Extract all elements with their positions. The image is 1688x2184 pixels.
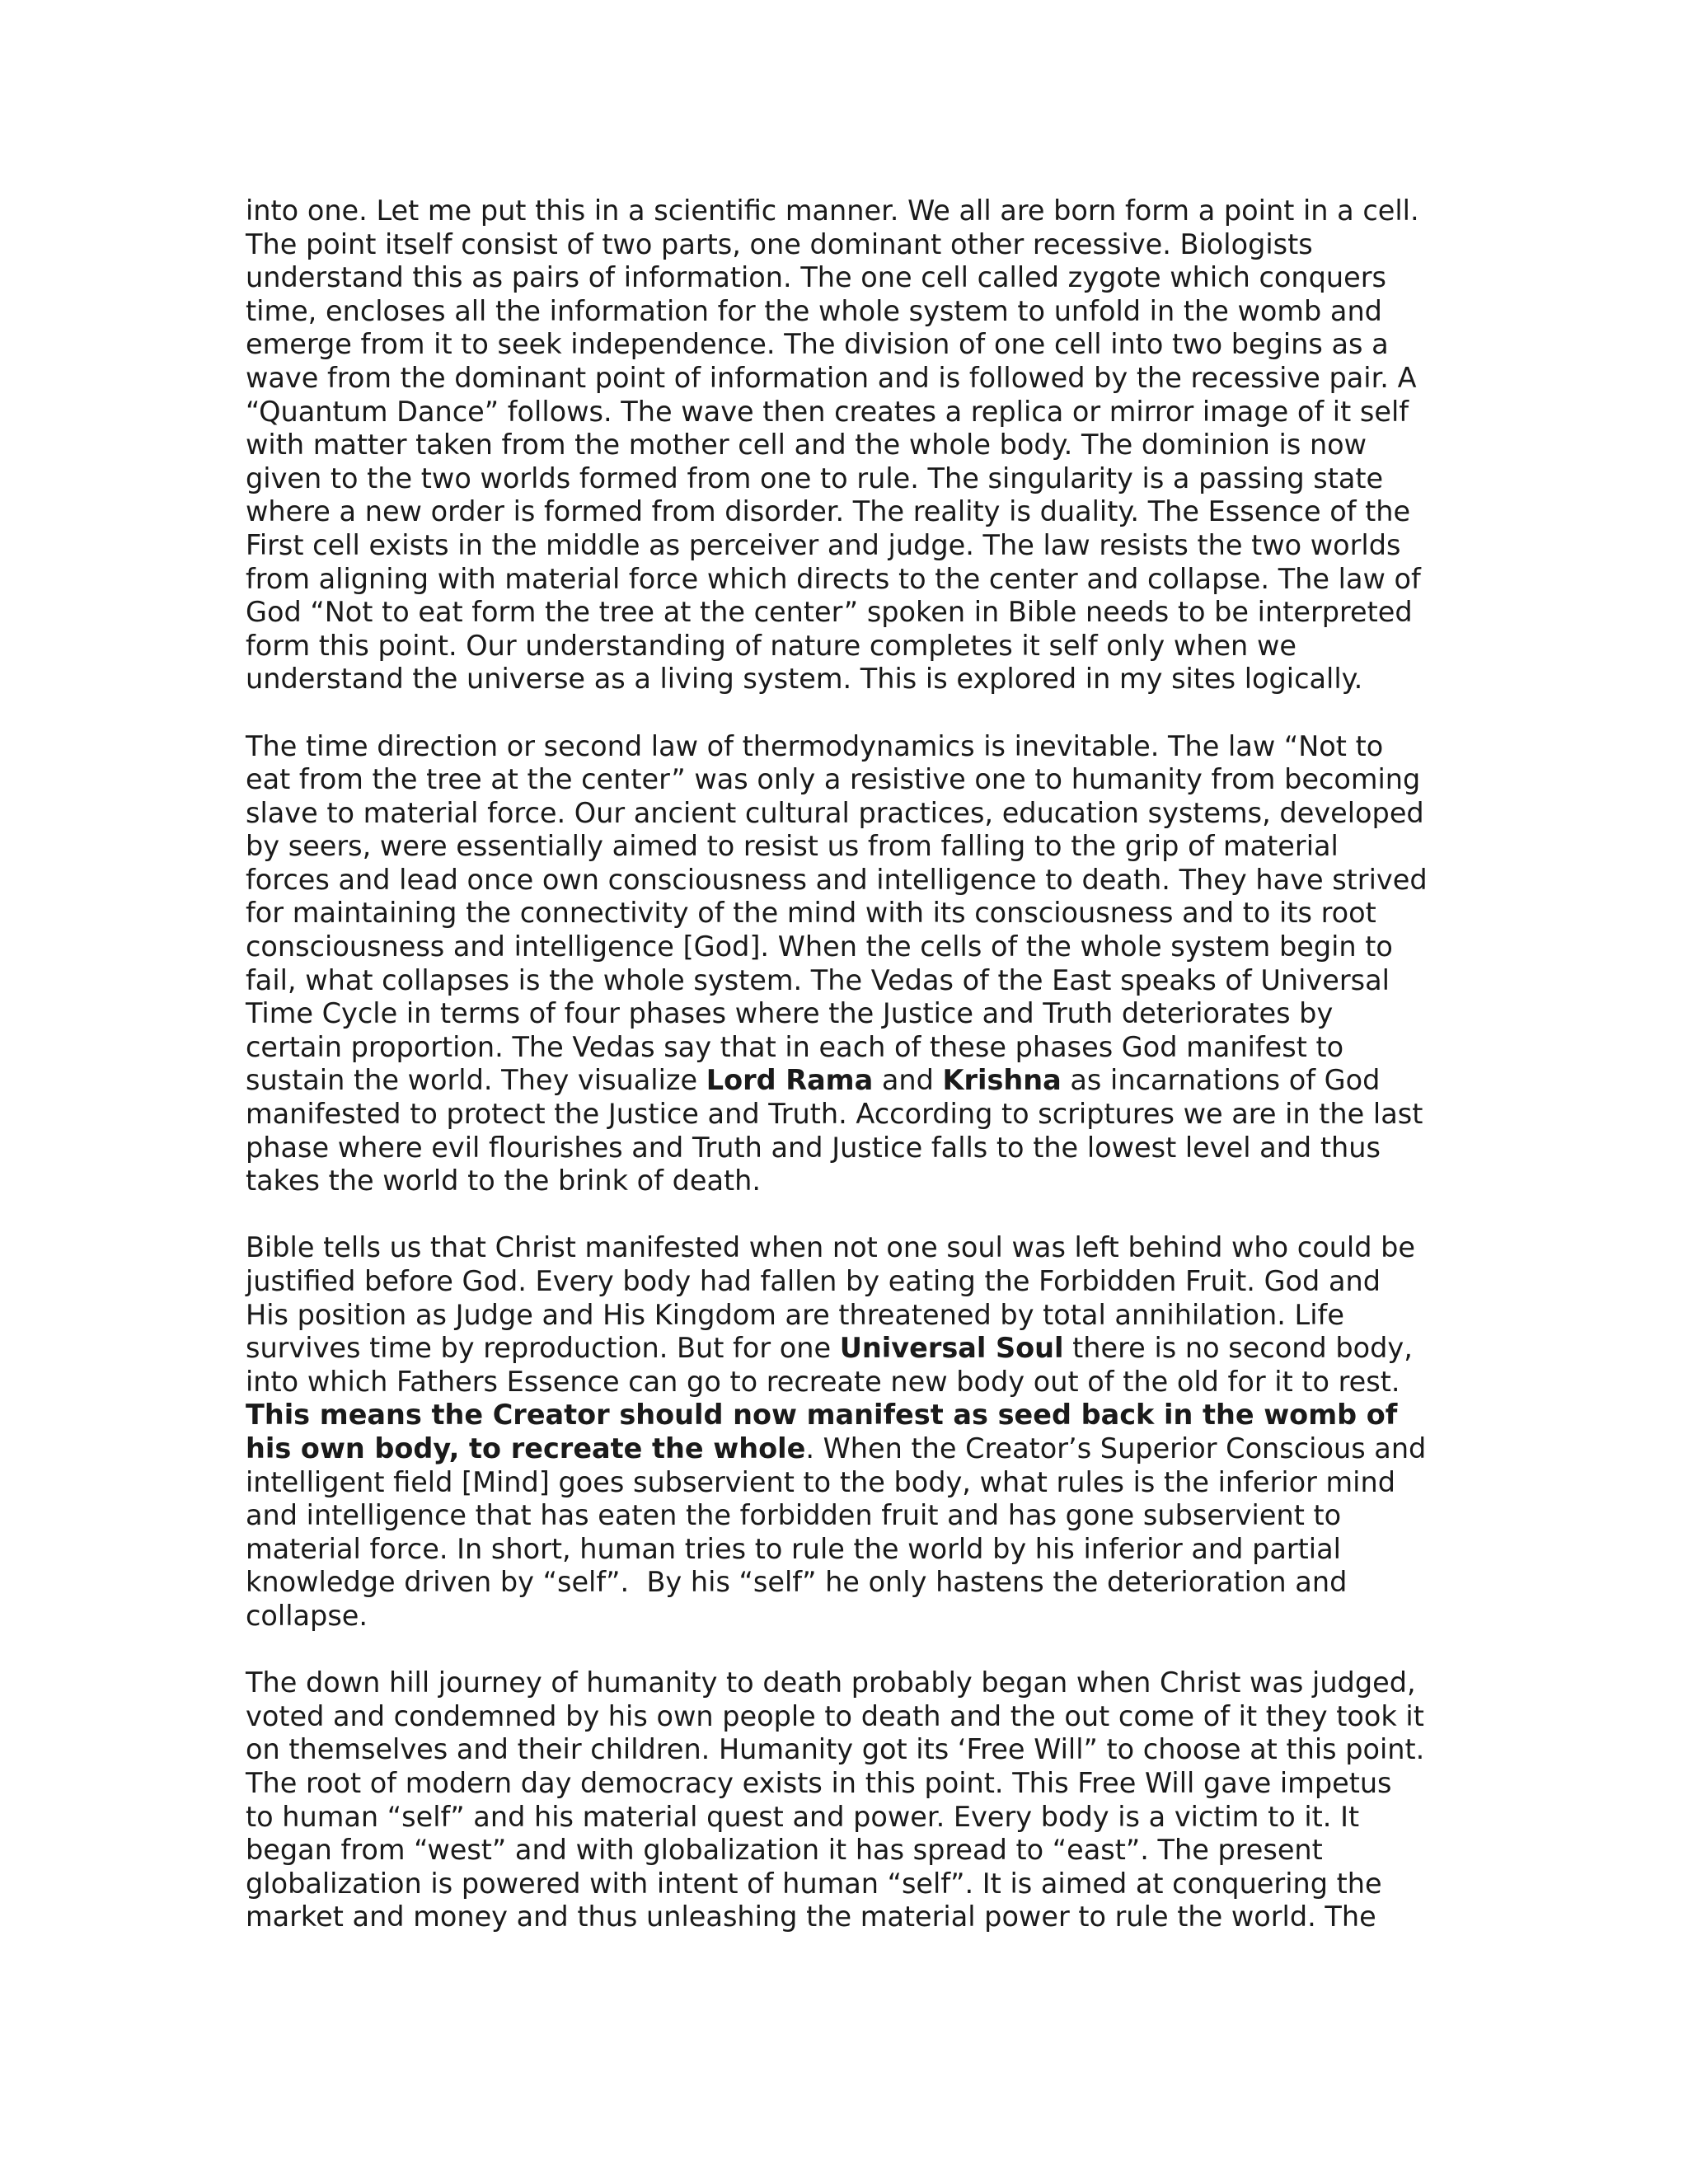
- text-line: [246, 261, 1442, 295]
- text-line: [246, 328, 1442, 362]
- text-line: [246, 1165, 1442, 1198]
- text-run: time, encloses all the information for the whole system to unfold in the womb and: [246, 294, 1382, 327]
- text-run: from aligning with material force which directs to the center and collapse. The law of: [246, 562, 1421, 595]
- text-run: given to the two worlds formed from one to rule. The singularity is a passing state: [246, 462, 1384, 494]
- text-line: [246, 1900, 1442, 1934]
- text-line: [246, 930, 1442, 964]
- text-line: [246, 1733, 1442, 1767]
- text-line: [246, 194, 1442, 228]
- text-run: . When the Creator’s Superior Conscious and: [805, 1432, 1427, 1465]
- text-line: [246, 964, 1442, 998]
- text-run: material force. In short, human tries to rule the world by his inferior and partial: [246, 1532, 1341, 1565]
- text-line: [246, 295, 1442, 329]
- text-line: [246, 529, 1442, 563]
- text-line: [246, 1132, 1442, 1165]
- text-run: fail, what collapses is the whole system. The Vedas of the East speaks of Universal: [246, 963, 1390, 996]
- text-line: [246, 462, 1442, 496]
- text-line: [246, 1098, 1442, 1132]
- text-run: and intelligence that has eaten the forbidden fruit and has gone subservient to: [246, 1499, 1342, 1532]
- bold-text: Lord Rama: [706, 1064, 874, 1097]
- text-run: and: [873, 1064, 943, 1097]
- bold-text: This means the Creator should now manifest as seed back in the womb of: [246, 1399, 1398, 1432]
- text-line: [246, 1231, 1442, 1265]
- text-run: by seers, were essentially aimed to resist us from falling to the grip of material: [246, 830, 1339, 863]
- bold-text: his own body, to recreate the whole: [246, 1432, 806, 1465]
- text-line: [246, 1499, 1442, 1533]
- text-line: [246, 1600, 1442, 1633]
- text-run: slave to material force. Our ancient cultural practices, education systems, developed: [246, 796, 1424, 829]
- text-line: [246, 763, 1442, 797]
- text-line: [246, 1868, 1442, 1901]
- text-run: phase where evil flourishes and Truth and Justice falls to the lowest level and thus: [246, 1131, 1381, 1164]
- text-line: [246, 1466, 1442, 1500]
- text-run: there is no second body,: [1063, 1332, 1413, 1365]
- text-line: [246, 1566, 1442, 1600]
- text-line: [246, 1031, 1442, 1065]
- text-run: justified before God. Every body had fallen by eating the Forbidden Fruit. God and: [246, 1265, 1381, 1297]
- text-run: into one. Let me put this in a scientific manner. We all are born form a point in a cell.: [246, 194, 1419, 227]
- text-line: [246, 997, 1442, 1031]
- text-run: to human “self” and his material quest and power. Every body is a victim to it. It: [246, 1800, 1360, 1833]
- text-line: [246, 797, 1442, 831]
- text-run: knowledge driven by “self”. By his “self” he only hastens the deterioration and: [246, 1566, 1348, 1599]
- text-run: for maintaining the connectivity of the mind with its consciousness and to its root: [246, 897, 1376, 930]
- text-run: into which Fathers Essence can go to recreate new body out of the old for it to rest.: [246, 1365, 1400, 1398]
- text-run: forces and lead once own consciousness and intelligence to death. They have strived: [246, 863, 1428, 896]
- text-run: where a new order is formed from disorder. The reality is duality. The Essence of the: [246, 495, 1411, 528]
- text-run: market and money and thus unleashing the material power to rule the world. The: [246, 1900, 1376, 1933]
- text-line: [246, 1332, 1442, 1366]
- text-line: [246, 1064, 1442, 1098]
- text-line: [246, 1533, 1442, 1567]
- text-run: intelligent field [Mind] goes subservient to the body, what rules is the inferior mind: [246, 1465, 1395, 1498]
- text-line: [246, 429, 1442, 462]
- bold-text: Universal Soul: [839, 1332, 1064, 1365]
- text-run: Bible tells us that Christ manifested when not one soul was left behind who could be: [246, 1231, 1416, 1264]
- text-run: globalization is powered with intent of human “self”. It is aimed at conquering the: [246, 1867, 1382, 1900]
- text-run: voted and condemned by his own people to death and the out come of it they took it: [246, 1699, 1424, 1732]
- text-run: Time Cycle in terms of four phases where the Justice and Truth deteriorates by: [246, 997, 1334, 1030]
- text-line: [246, 1666, 1442, 1700]
- text-run: understand the universe as a living system. This is explored in my sites logically.: [246, 663, 1363, 696]
- paragraph: [246, 1666, 1442, 1934]
- text-run: on themselves and their children. Humanity got its ‘Free Will” to choose at this point.: [246, 1733, 1425, 1766]
- text-run: understand this as pairs of information. The one cell called zygote which conquers: [246, 261, 1386, 294]
- text-run: sustain the world. They visualize: [246, 1064, 706, 1097]
- text-run: “Quantum Dance” follows. The wave then creates a replica or mirror image of it self: [246, 395, 1409, 428]
- text-run: as incarnations of God: [1061, 1064, 1381, 1097]
- text-run: form this point. Our understanding of nature completes it self only when we: [246, 629, 1296, 662]
- text-run: First cell exists in the middle as perceiver and judge. The law resists the two worlds: [246, 528, 1401, 561]
- text-run: certain proportion. The Vedas say that in each of these phases God manifest to: [246, 1030, 1344, 1063]
- text-line: [246, 1700, 1442, 1734]
- text-line: [246, 1366, 1442, 1399]
- text-run: eat from the tree at the center” was only a resistive one to humanity from becoming: [246, 763, 1421, 796]
- text-run: began from “west” and with globalization it has spread to “east”. The present: [246, 1834, 1323, 1867]
- text-run: consciousness and intelligence [God]. When the cells of the whole system begin to: [246, 930, 1393, 963]
- text-line: [246, 1801, 1442, 1835]
- text-line: [246, 1399, 1442, 1432]
- text-line: [246, 1265, 1442, 1299]
- text-run: survives time by reproduction. But for one: [246, 1332, 840, 1365]
- text-line: [246, 630, 1442, 663]
- text-run: God “Not to eat form the tree at the center” spoken in Bible needs to be interpreted: [246, 596, 1413, 629]
- paragraph: [246, 730, 1442, 1198]
- text-line: [246, 897, 1442, 930]
- text-run: The point itself consist of two parts, one dominant other recessive. Biologists: [246, 227, 1313, 260]
- text-run: manifested to protect the Justice and Truth. According to scriptures we are in the last: [246, 1098, 1423, 1131]
- text-run: collapse.: [246, 1599, 368, 1632]
- text-run: The root of modern day democracy exists in this point. This Free Will gave impetus: [246, 1766, 1392, 1799]
- text-run: wave from the dominant point of information and is followed by the recessive pair. A: [246, 361, 1417, 394]
- text-line: [246, 730, 1442, 764]
- text-line: [246, 228, 1442, 262]
- text-run: with matter taken from the mother cell and the whole body. The dominion is now: [246, 429, 1367, 462]
- text-run: emerge from it to seek independence. The division of one cell into two begins as a: [246, 328, 1389, 361]
- bold-text: Krishna: [942, 1064, 1062, 1097]
- paragraph: [246, 194, 1442, 696]
- text-run: The down hill journey of humanity to death probably began when Christ was judged,: [246, 1666, 1416, 1699]
- text-line: [246, 663, 1442, 696]
- text-line: [246, 563, 1442, 597]
- text-run: His position as Judge and His Kingdom are threatened by total annihilation. Life: [246, 1298, 1344, 1331]
- text-line: [246, 495, 1442, 529]
- text-line: [246, 362, 1442, 396]
- text-line: [246, 864, 1442, 898]
- text-line: [246, 830, 1442, 864]
- text-line: [246, 596, 1442, 630]
- text-line: [246, 1432, 1442, 1466]
- text-run: takes the world to the brink of death.: [246, 1165, 761, 1197]
- document-page: [246, 194, 1442, 1967]
- text-line: [246, 1299, 1442, 1333]
- text-run: The time direction or second law of thermodynamics is inevitable. The law “Not to: [246, 729, 1384, 762]
- text-line: [246, 396, 1442, 429]
- text-line: [246, 1767, 1442, 1801]
- paragraph: [246, 1231, 1442, 1633]
- text-line: [246, 1834, 1442, 1868]
